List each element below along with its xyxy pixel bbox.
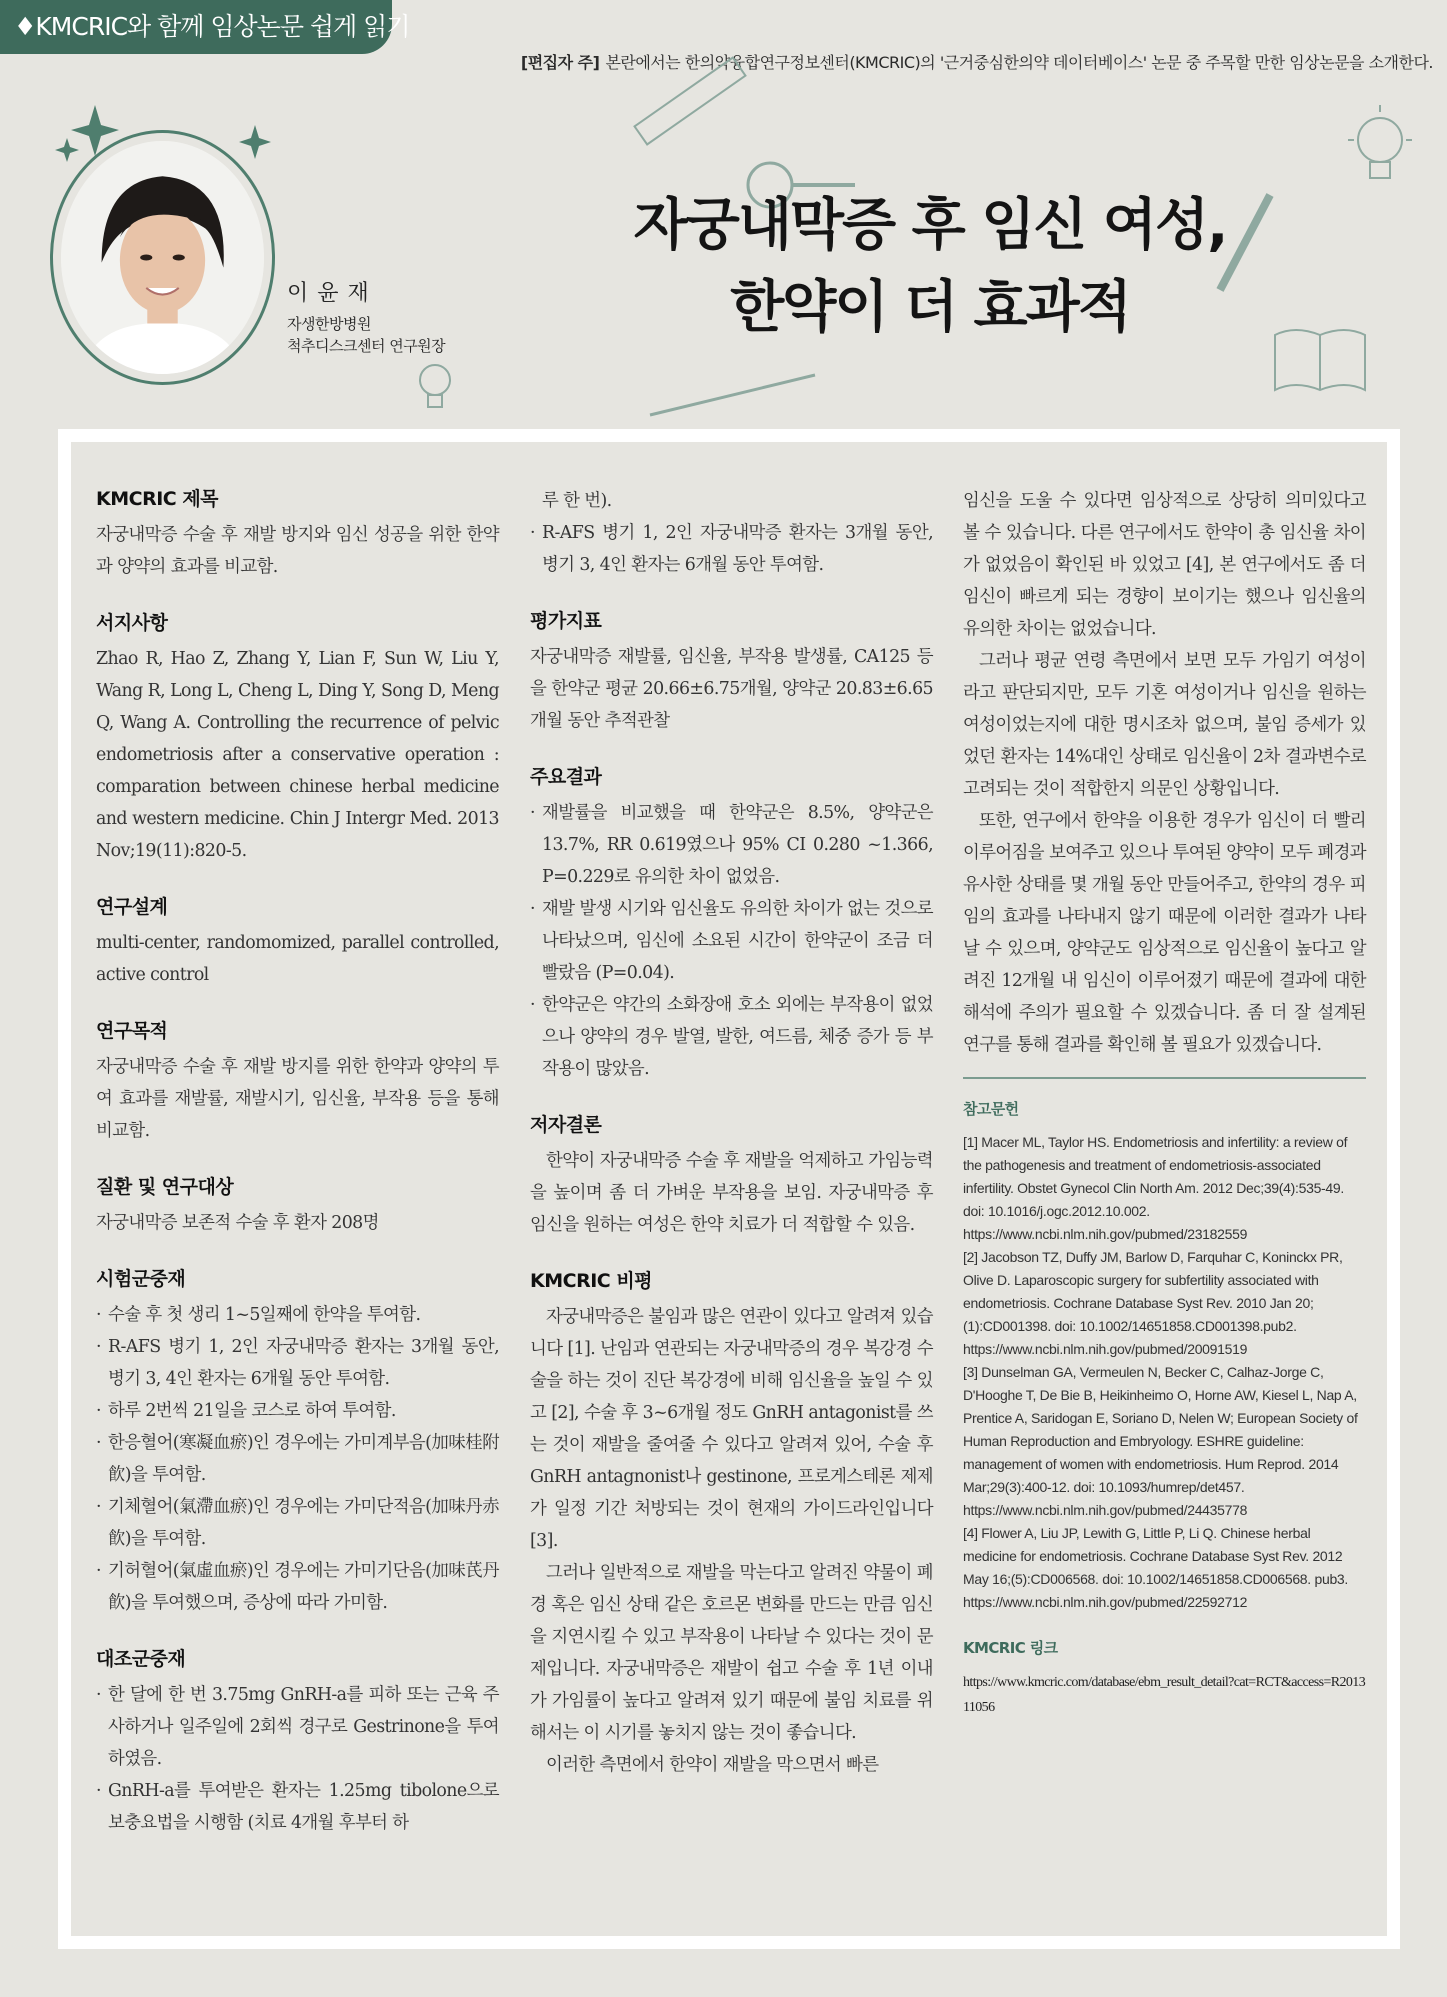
list-item: · GnRH-a를 투여받은 환자는 1.25mg tibolone으로 보충요법을 시행함 (치료 4개월 후부터 하 bbox=[96, 1775, 499, 1839]
reference-item: [3] Dunselman GA, Vermeulen N, Becker C, Calhaz-Jorge C, D'Hooghe T, De Bie B, Heikinheimo O, Horne AW, Kiesel L, Nap A, Prentice A, Saridogan E, Soriano D, Nelen W; European Society of Human Reproduction and Embryology. ESHRE guideline: management of women with endometriosis. Hum Reprod. 2014 Mar;29(3):400-12. doi: 10.1093/humrep/det457. https://www.ncbi.nlm.nih.gov/pubmed/24435778 bbox=[963, 1364, 1358, 1518]
section-text-subjects: 자궁내막증 보존적 수술 후 환자 208명 bbox=[96, 1213, 379, 1233]
review-paragraph: 또한, 연구에서 한약을 이용한 경우가 임신이 더 빨리 이루어짐을 보여주고 있으나 투여된 양약이 모두 폐경과 유사한 상태를 몇 개월 동안 만들어주고, 한약의 경우 피임의 효과를 나타내지 않기 때문에 이러한 결과가 나타날 수 있으며, 양약군도 임상적으로 임신율이 높다고 알려진 12개월 내 임신이 이루어졌기 때문에 결과에 대한 해석에 주의가 필요할 수 있겠습니다. 좀 더 잘 설계된 연구를 통해 결과를 확인해 볼 필요가 있겠습니다. bbox=[963, 811, 1366, 1055]
section-heading-review: KMCRIC 비평 bbox=[530, 1270, 653, 1292]
control-intervention-list bbox=[96, 1679, 499, 1839]
list-item: · 기허혈어(氣虛血瘀)인 경우에는 가미기단음(加味芪丹飮)을 투여했으며, 증상에 따라 가미함. bbox=[96, 1555, 499, 1619]
list-item: · 한응혈어(寒凝血瘀)인 경우에는 가미계부음(加味桂附飮)을 투여함. bbox=[96, 1427, 499, 1491]
list-item: · 재발 발생 시기와 임신율도 유의한 차이가 없는 것으로 나타났으며, 임신에 소요된 시간이 한약군이 조금 더 빨랐음 (P=0.04). bbox=[530, 893, 933, 989]
column-1 bbox=[96, 485, 499, 1839]
list-item: · R-AFS 병기 1, 2인 자궁내막증 환자는 3개월 동안, 병기 3, 4인 환자는 6개월 동안 투여함. bbox=[530, 517, 933, 581]
review-paragraph: 임신을 도울 수 있다면 임상적으로 상당히 의미있다고 볼 수 있습니다. 다른 연구에서도 한약이 총 임신율 차이가 없었음이 확인된 바 있었고 [4], 본 연구에서도 좀 더 임신이 빠르게 되는 경향이 보이기는 했으나 임신율의 유의한 차이는 없었습니다. bbox=[963, 491, 1366, 639]
review-paragraph: 그러나 평균 연령 측면에서 보면 모두 가임기 여성이라고 판단되지만, 모두 기혼 여성이거나 임신을 원하는 여성이었는지에 대한 명시조차 없으며, 불임 증세가 있었던 환자는 14%대인 상태로 임신율이 2차 결과변수로 고려되는 것이 적합한지 의문인 상황입니다. bbox=[963, 651, 1366, 799]
reference-item: [4] Flower A, Liu JP, Lewith G, Little P, Li Q. Chinese herbal medicine for endometriosis. Cochrane Database Syst Rev. 2012 May 16;(5):CD006568. doi: 10.1002/14651858.CD006568. pub3. https://www.ncbi.nlm.nih.gov/pubmed/22592712 bbox=[963, 1525, 1349, 1610]
section-heading-results: 주요결과 bbox=[530, 766, 602, 788]
kmcric-link[interactable]: https://www.kmcric.com/database/ebm_result_detail?cat=RCT&access=R201311056 bbox=[963, 1675, 1366, 1715]
section-heading-subjects: 질환 및 연구대상 bbox=[96, 1176, 234, 1198]
editor-note-label: [편집자 주] bbox=[520, 53, 600, 72]
section-heading-trial-intervention: 시험군중재 bbox=[96, 1268, 186, 1290]
list-item: · 하루 2번씩 21일을 코스로 하여 투여함. bbox=[96, 1395, 499, 1427]
author-name: 이 윤 재 bbox=[287, 281, 370, 306]
section-text-evaluation: 자궁내막증 재발률, 임신율, 부작용 발생률, CA125 등을 한약군 평균 20.66±6.75개월, 양약군 20.83±6.65개월 동안 추적관찰 bbox=[530, 647, 933, 731]
section-text-conclusion: 한약이 자궁내막증 수술 후 재발을 억제하고 가임능력을 높이며 좀 더 가벼운 부작용을 보임. 자궁내막증 후 임신을 원하는 여성은 한약 치료가 더 적합할 수 있음. bbox=[530, 1151, 933, 1235]
lightbulb-doodle-icon bbox=[410, 355, 460, 425]
section-heading-design: 연구설계 bbox=[96, 896, 168, 918]
author-portrait-frame bbox=[50, 130, 275, 385]
section-heading-control-intervention: 대조군중재 bbox=[96, 1648, 186, 1670]
author-affiliation-line2: 척추디스크센터 연구원장 bbox=[287, 337, 446, 355]
series-title-tab: ♦KMCRIC와 함께 임상논문 쉽게 읽기 bbox=[0, 0, 392, 54]
ruler-doodle-icon bbox=[620, 50, 760, 160]
author-portrait bbox=[61, 141, 264, 374]
results-list bbox=[530, 797, 933, 1085]
list-item: · 한약군은 약간의 소화장애 호소 외에는 부작용이 없었으나 양약의 경우 발열, 발한, 여드름, 체중 증가 등 부작용이 많았음. bbox=[530, 989, 933, 1085]
control-intervention-list-cont bbox=[530, 517, 933, 581]
list-item: · 수술 후 첫 생리 1~5일째에 한약을 투여함. bbox=[96, 1299, 499, 1331]
trial-intervention-list bbox=[96, 1299, 499, 1619]
column-2 bbox=[530, 485, 933, 1781]
lightbulb-doodle-icon bbox=[1340, 100, 1420, 200]
review-paragraph: 자궁내막증은 불임과 많은 연관이 있다고 알려져 있습니다 [1]. 난임과 연관되는 자궁내막증의 경우 복강경 수술을 하는 것이 진단 복강경에 비해 임신율을 높일 수 있고 [2], 수술 후 3~6개월 정도 GnRH antagonist를 쓰는 것이 재발을 줄여줄 수 있다고 알려져 있어, 수술 후 GnRH antagnonist나 gestinone, 프로게스테론 제제가 일정 기간 처방되는 것이 현재의 가이드라인입니다 [3]. bbox=[530, 1307, 933, 1551]
editor-note-text: 본란에서는 한의약융합연구정보센터(KMCRIC)의 '근거중심한의약 데이터베이스' 논문 중 주목할 만한 임상논문을 소개한다. bbox=[605, 53, 1433, 72]
author-affiliation bbox=[287, 313, 445, 357]
brush-doodle-icon bbox=[640, 370, 820, 420]
list-item: · 기체혈어(氣滯血瘀)인 경우에는 가미단적음(加味丹赤飮)을 투여함. bbox=[96, 1491, 499, 1555]
author-affiliation-line1: 자생한방병원 bbox=[287, 315, 371, 333]
references-heading: 참고문헌 bbox=[963, 1100, 1019, 1118]
control-continued-text: 루 한 번). bbox=[542, 491, 612, 511]
section-heading-bibliography: 서지사항 bbox=[96, 612, 168, 634]
reference-item: [2] Jacobson TZ, Duffy JM, Barlow D, Farquhar C, Koninckx PR, Olive D. Laparoscopic surgery for subfertility associated with endometriosis. Cochrane Database Syst Rev. 2010 Jan 20;(1):CD001398. doi: 10.1002/14651858.CD001398.pub2. https://www.ncbi.nlm.nih.gov/pubmed/20091519 bbox=[963, 1249, 1343, 1357]
list-item: · 한 달에 한 번 3.75mg GnRH-a를 피하 또는 근육 주사하거나 일주일에 2회씩 경구로 Gestrinone을 투여하였음. bbox=[96, 1679, 499, 1775]
review-paragraph: 이러한 측면에서 한약이 재발을 막으면서 빠른 bbox=[546, 1755, 879, 1775]
headline-line1: 자궁내막증 후 임신 여성, bbox=[633, 193, 1227, 258]
section-heading-conclusion: 저자결론 bbox=[530, 1114, 602, 1136]
section-heading-objective: 연구목적 bbox=[96, 1020, 168, 1042]
kmcric-link-heading: KMCRIC 링크 bbox=[963, 1639, 1058, 1657]
section-heading-title: KMCRIC 제목 bbox=[96, 488, 219, 510]
section-text-title: 자궁내막증 수술 후 재발 방지와 임신 성공을 위한 한약과 양약의 효과를 비교함. bbox=[96, 525, 499, 577]
list-item: · R-AFS 병기 1, 2인 자궁내막증 환자는 3개월 동안, 병기 3, 4인 환자는 6개월 동안 투여함. bbox=[96, 1331, 499, 1395]
section-text-design: multi-center, randomomized, parallel controlled, active control bbox=[96, 933, 499, 985]
section-text-bibliography: Zhao R, Hao Z, Zhang Y, Lian F, Sun W, Liu Y, Wang R, Long L, Cheng L, Ding Y, Song D, Meng Q, Wang A. Controlling the recurrence of pelvic endometriosis after a conservative operation : comparation between chinese herbal medicine and western medicine. Chin J Intergr Med. 2013 Nov;19(11):820-5. bbox=[96, 649, 499, 861]
section-text-objective: 자궁내막증 수술 후 재발 방지를 위한 한약과 양약의 투여 효과를 재발률, 재발시기, 임신율, 부작용 등을 통해 비교함. bbox=[96, 1057, 499, 1141]
section-heading-evaluation: 평가지표 bbox=[530, 610, 602, 632]
review-paragraph: 그러나 일반적으로 재발을 막는다고 알려진 약물이 폐경 혹은 임신 상태 같은 호르몬 변화를 만드는 만큼 임신을 지연시킬 수 있고 부작용이 나타날 수 있다는 것이 문제입니다. 자궁내막증은 재발이 쉽고 수술 후 1년 이내가 가임률이 높다고 알려져 있기 때문에 불임 치료를 위해서는 이 시기를 놓치지 않는 것이 좋습니다. bbox=[530, 1563, 933, 1743]
references-divider bbox=[963, 1077, 1366, 1079]
column-3 bbox=[963, 485, 1366, 1720]
reference-item: [1] Macer ML, Taylor HS. Endometriosis and infertility: a review of the pathogenesis and treatment of endometriosis-associated infertility. Obstet Gynecol Clin North Am. 2012 Dec;39(4):535-49. doi: 10.1016/j.ogc.2012.10.002. https://www.ncbi.nlm.nih.gov/pubmed/23182559 bbox=[963, 1134, 1348, 1242]
headline bbox=[560, 185, 1300, 349]
headline-line2: 한약이 더 효과적 bbox=[730, 275, 1130, 340]
list-item: · 재발률을 비교했을 때 한약군은 8.5%, 양약군은 13.7%, RR 0.619였으나 95% CI 0.280 ~1.366, P=0.229로 유의한 차이 없었음. bbox=[530, 797, 933, 893]
